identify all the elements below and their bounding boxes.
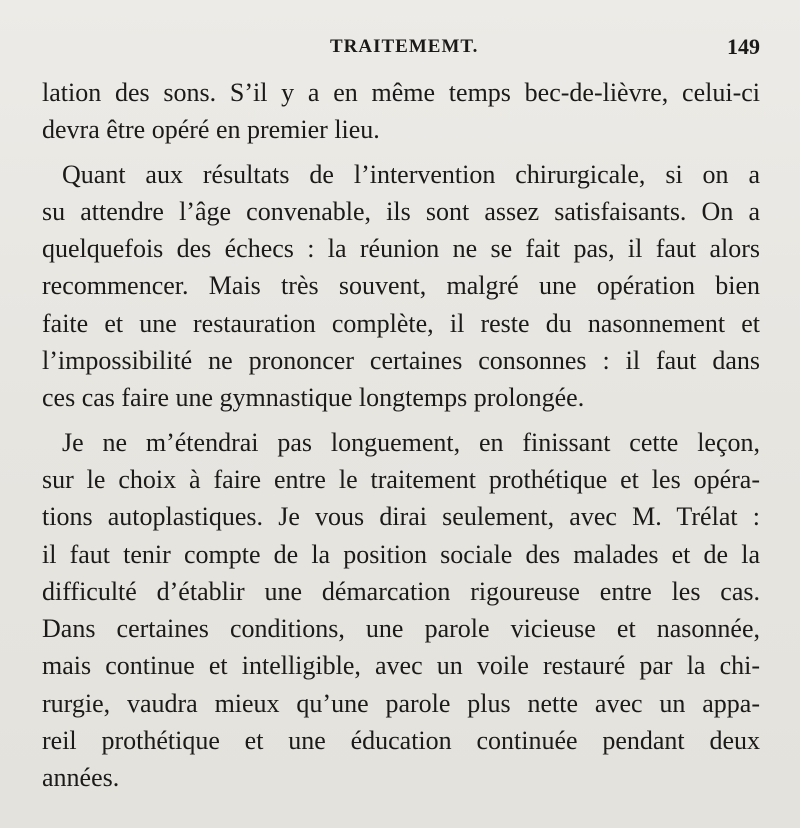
text-line: devra être opéré en premier lieu. [42,115,380,145]
text-line: Dans certaines conditions, une parole vicieuse et nasonnée, [42,614,760,644]
text-line: sur le choix à faire entre le traitement prothétique et les opéra- [42,464,760,494]
text-line: Je ne m’étendrai pas longuement, en finissant cette leçon, [62,427,760,457]
text-line: rurgie, vaudra mieux qu’une parole plus nette avec un appa- [42,688,760,718]
text-line: il faut tenir compte de la position sociale des malades et de la [42,539,760,569]
text-line: Quant aux résultats de l’intervention chirurgicale, si on a [62,159,760,189]
text-line: l’impossibilité ne prononcer certaines consonnes : il faut dans [42,346,760,376]
text-line: quelquefois des échecs : la réunion ne se fait pas, il faut alors [42,234,760,264]
text-line: recommencer. Mais très souvent, malgré une opération bien [42,271,760,301]
text-line: ces cas faire une gymnastique longtemps prolongée. [42,383,585,413]
text-line: tions autoplastiques. Je vous dirai seulement, avec M. Trélat : [42,502,760,532]
text-line: reil prothétique et une éducation continuée pendant deux [42,726,760,756]
page-number: 149 [727,34,760,59]
text-line: mais continue et intelligible, avec un voile restauré par la chi- [42,651,760,681]
text-line: années. [42,763,120,793]
text-line: su attendre l’âge convenable, ils sont assez satisfaisants. On a [42,196,760,226]
text-line: lation des sons. S’il y a en même temps bec-de-lièvre, celui-ci [42,78,760,107]
body-text [42,74,760,797]
text-line: difficulté d’établir une démarcation rigoureuse entre les cas. [42,576,760,606]
running-title: TRAITEMEMT. [330,36,479,57]
text-line: faite et une restauration complète, il reste du nasonnement et [42,308,760,338]
page-header [0,36,800,64]
